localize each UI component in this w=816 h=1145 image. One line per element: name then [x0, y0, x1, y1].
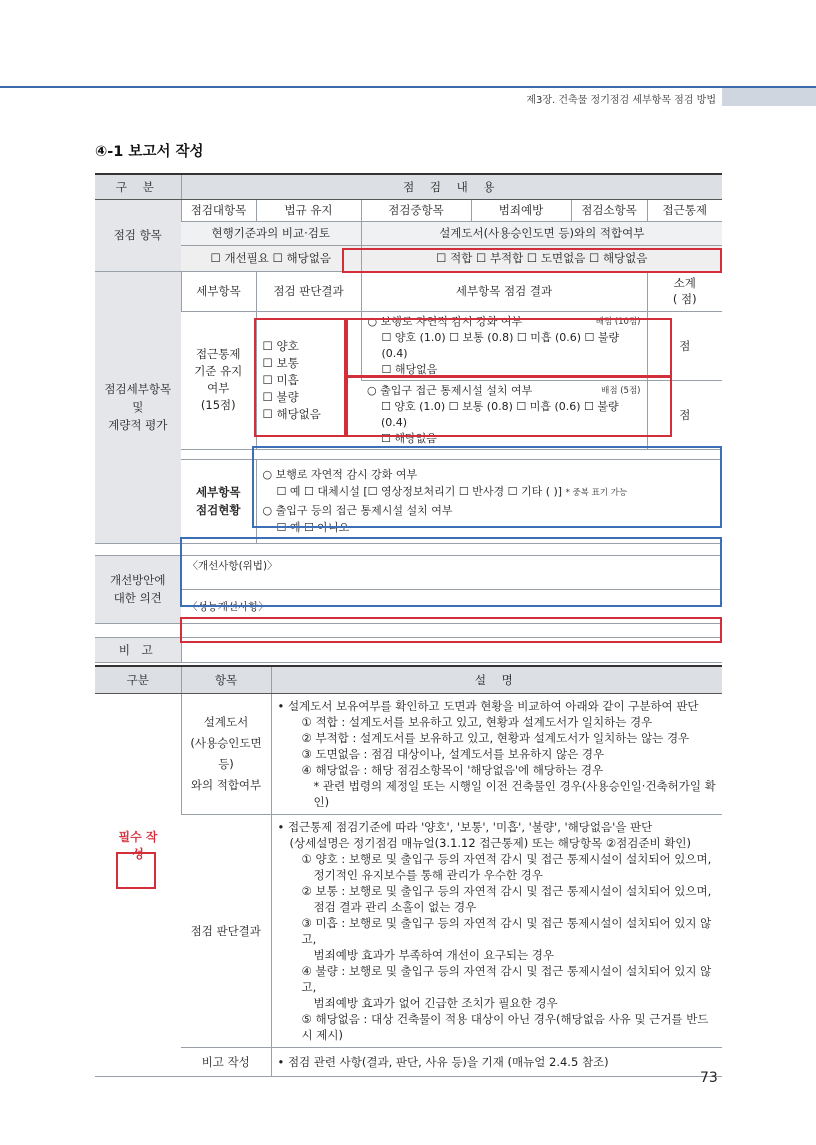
spacer — [181, 449, 722, 459]
result-1-score: 배점 (10점) — [595, 316, 641, 327]
result-1 — [361, 311, 647, 380]
item-row-3 — [95, 245, 722, 271]
improve-row-1 — [95, 555, 722, 589]
item-row-2 — [95, 221, 722, 245]
guide-row-2-desc — [271, 814, 722, 1047]
judgement-poor[interactable]: ☐ 미흡 — [262, 372, 299, 387]
detail-label-1: 점검세부항목 — [104, 382, 172, 396]
page-number: 73 — [700, 1070, 718, 1086]
status-label-2: 점검현황 — [196, 503, 241, 517]
sub-col-item: 세부항목 — [181, 271, 256, 311]
desc-line: • 접근통제 점검기준에 따라 '양호', '보통', '미흡', '불량', '해당없음'을 판단 — [277, 819, 653, 834]
guide-row-1-item — [181, 693, 271, 814]
desc-line: 점검 결과 관리 소홀이 없는 경우 — [313, 899, 477, 914]
guide-header-row — [95, 666, 722, 693]
result-1-options[interactable]: ☐ 양호 (1.0) ☐ 보통 (0.8) ☐ 미흡 (0.6) ☐ 불량 (0.4) — [381, 330, 620, 360]
improve-performance[interactable]: 〈성능개선사항〉 — [181, 589, 722, 623]
status-label-1: 세부항목 — [196, 485, 241, 499]
guide-row-3 — [95, 1047, 722, 1076]
result-1-na[interactable]: ☐ 해당없음 — [381, 362, 438, 376]
status-line-2-wrap — [263, 483, 717, 502]
improve-label-1: 개선방안에 — [109, 573, 166, 587]
required-label: 필수 작성 — [118, 830, 158, 861]
result-1-unit[interactable]: 점 — [647, 311, 722, 380]
judgement-normal[interactable]: ☐ 보통 — [262, 355, 299, 370]
guide-row-2 — [95, 814, 722, 1047]
item-label: 점검 항목 — [95, 199, 181, 271]
desc-line: ⑤ 해당없음 : 대상 건축물이 적용 대상이 아닌 경우(해당없음 사유 및 근거를 반드시 제시) — [301, 1011, 709, 1042]
item-cell-2: 법규 유지 — [256, 199, 361, 221]
chapter-title: 제3장. 건축물 정기점검 세부항목 점검 방법 — [526, 95, 716, 106]
spacer-row — [95, 449, 722, 459]
status-line-2[interactable]: ☐ 예 ☐ 대체시설 [☐ 영상정보처리기 ☐ 반사경 ☐ 기타 ( )] — [276, 485, 563, 498]
judgement-options[interactable] — [256, 311, 361, 449]
guide-row-3-item: 비고 작성 — [181, 1047, 271, 1076]
design-label: 설계도서(사용승인도면 등)와의 적합여부 — [361, 221, 722, 245]
subitem-name — [181, 311, 256, 449]
guide-col-1: 구분 — [95, 666, 181, 693]
subtotal-label: 소계 — [673, 276, 696, 290]
chapter-tab — [722, 88, 816, 106]
guide-row-1-desc — [271, 693, 722, 814]
desc-line: 범죄예방 효과가 부족하여 개선이 요구되는 경우 — [313, 947, 554, 962]
guide-row-1 — [95, 693, 722, 814]
design-options[interactable]: ☐ 적합 ☐ 부적합 ☐ 도면없음 ☐ 해당없음 — [361, 245, 722, 271]
desc-line: ④ 해당없음 : 해당 점검소항목이 '해당없음'에 해당하는 경우 — [301, 762, 604, 777]
gap-row-2 — [95, 623, 722, 637]
guide-col-2: 항목 — [181, 666, 271, 693]
desc-line: 정기적인 유지보수를 통해 관리가 우수한 경우 — [313, 867, 543, 882]
subtotal-points: ( 점) — [672, 292, 697, 306]
col-content: 점 검 내 용 — [181, 174, 722, 199]
header-rule — [0, 86, 816, 88]
desc-line: • 설계도서 보유여부를 확인하고 도면과 현황을 비교하여 아래와 같이 구분하여 판단 — [277, 698, 699, 713]
judgement-na[interactable]: ☐ 해당없음 — [262, 406, 321, 421]
form-header-row — [95, 174, 722, 199]
desc-line: ③ 미흡 : 보행로 및 출입구 등의 자연적 감시 및 접근 통제시설이 설치되어 있지 않고, — [301, 915, 712, 946]
remark-field[interactable] — [181, 637, 722, 662]
result-1-title: ○ 보행로 자연적 감시 강화 여부 — [367, 314, 523, 328]
guide-row-3-desc: • 점검 관련 사항(결과, 판단, 사유 등)을 기재 (매뉴얼 2.4.5 참조) — [271, 1047, 722, 1076]
row1-item-line: (사용승인도면 등) — [190, 735, 262, 771]
sub-col-result: 세부항목 점검 결과 — [361, 271, 647, 311]
sub-col-judgement: 점검 판단결과 — [256, 271, 361, 311]
row1-item-line: 설계도서 — [203, 714, 249, 729]
result-2-unit[interactable]: 점 — [647, 380, 722, 449]
required-box — [116, 852, 156, 889]
improve-row-2 — [95, 589, 722, 623]
desc-line: ② 보통 : 보행로 및 출입구 등의 자연적 감시 및 접근 통제시설이 설치되어 있으며, — [301, 883, 712, 898]
improve-label-2: 대한 의견 — [113, 591, 162, 605]
desc-line: ① 적합 : 설계도서를 보유하고 있고, 현황과 설계도서가 일치하는 경우 — [301, 714, 653, 729]
report-form-table — [95, 173, 722, 663]
subitem-line: 접근통제 — [196, 347, 241, 361]
status-note: * 중복 표기 가능 — [565, 488, 628, 498]
desc-line: ③ 도면없음 : 점검 대상이나, 설계도서를 보유하지 않은 경우 — [301, 746, 605, 761]
remark-row — [95, 637, 722, 662]
subitem-line: 여부 — [207, 381, 230, 395]
desc-line: (상세설명은 정기점검 매뉴얼(3.1.12 접근통제) 또는 해당항목 ②점검준비 확인) — [289, 835, 691, 850]
row1-item-line: 와의 적합여부 — [190, 777, 262, 792]
item-cell-5: 점검소항목 — [571, 199, 647, 221]
remark-label: 비 고 — [95, 637, 181, 662]
result-2 — [361, 380, 647, 449]
desc-line: 범죄예방 효과가 없어 긴급한 조치가 필요한 경우 — [313, 995, 558, 1010]
gap-row-1 — [95, 543, 722, 555]
desc-line: ① 양호 : 보행로 및 출입구 등의 자연적 감시 및 접근 통제시설이 설치되어 있으며, — [301, 851, 712, 866]
judgement-good[interactable]: ☐ 양호 — [262, 338, 299, 353]
item-cell-6: 접근통제 — [647, 199, 722, 221]
status-line-3: ○ 출입구 등의 접근 통제시설 설치 여부 — [262, 504, 453, 517]
result-2-na[interactable]: ☐ 해당없음 — [381, 431, 437, 445]
gap — [95, 543, 722, 555]
status-label — [181, 459, 256, 543]
item-cell-3: 점검중항목 — [361, 199, 471, 221]
improve-violation[interactable]: 〈개선사항(위법)〉 — [181, 555, 722, 589]
compare-label: 현행기준과의 비교·검토 — [181, 221, 361, 245]
detail-label-3: 계량적 평가 — [108, 418, 168, 432]
guide-table — [95, 665, 722, 1077]
status-row — [95, 459, 722, 543]
status-line-1: ○ 보행로 자연적 감시 강화 여부 — [262, 468, 418, 481]
result-2-title: ○ 출입구 접근 통제시설 설치 여부 — [367, 383, 533, 397]
detail-header-row — [95, 271, 722, 311]
guide-col-3: 설 명 — [271, 666, 722, 693]
sub-col-subtotal — [647, 271, 722, 311]
item-cell-1: 점검대항목 — [181, 199, 256, 221]
status-content — [256, 459, 722, 543]
gap — [95, 623, 722, 637]
subitem-line: 기준 유지 — [194, 364, 243, 378]
improve-label — [95, 555, 181, 623]
section-title: ④-1 보고서 작성 — [95, 144, 204, 160]
status-line-4[interactable]: ☐ 예 ☐ 아니오 — [276, 521, 350, 534]
item-row-1 — [95, 199, 722, 221]
desc-line: * 관련 법령의 제정일 또는 시행일 이전 건축물인 경우(사용승인일·건축허가일 확인) — [313, 778, 716, 809]
desc-line: ④ 불량 : 보행로 및 출입구 등의 자연적 감시 및 접근 통제시설이 설치되어 있지 않고, — [301, 963, 712, 994]
detail-label — [95, 271, 181, 543]
judgement-bad[interactable]: ☐ 불량 — [262, 389, 299, 404]
compare-options[interactable]: ☐ 개선필요 ☐ 해당없음 — [181, 245, 361, 271]
col-gubun: 구 분 — [95, 174, 181, 199]
result-2-score: 배점 (5점) — [601, 385, 641, 396]
item-cell-4: 범죄예방 — [471, 199, 571, 221]
guide-row-2-item: 점검 판단결과 — [181, 814, 271, 1047]
detail-label-2: 및 — [132, 400, 144, 414]
result-row-1 — [95, 311, 722, 380]
desc-line: ② 부적합 : 설계도서를 보유하고 있고, 현황과 설계도서가 일치하는 않는 경우 — [301, 730, 690, 745]
subitem-line: (15점) — [200, 398, 236, 412]
result-2-options[interactable]: ☐ 양호 (1.0) ☐ 보통 (0.8) ☐ 미흡 (0.6) ☐ 불량 (0.4) — [381, 399, 619, 429]
